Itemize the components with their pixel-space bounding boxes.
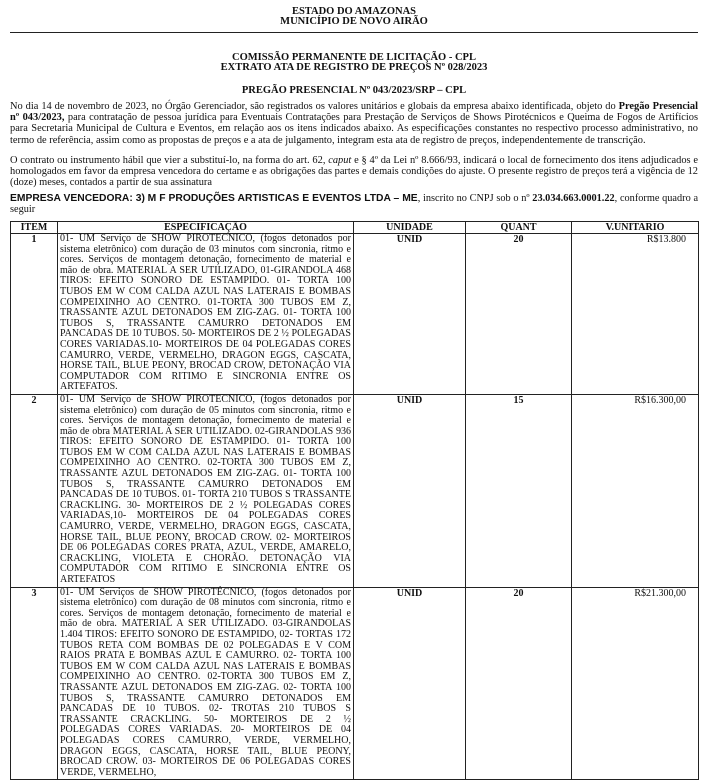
item-unit: UNID: [354, 394, 466, 587]
header-unit: UNIDADE: [354, 222, 466, 234]
vendor-text-b: , conforme quadro a seguir: [10, 193, 699, 216]
header-qty: QUANT: [466, 222, 572, 234]
item-specification: 01- UM Serviço de SHOW PIROTECNICO, (fogos detonados por sistema eletrônico) com duração de 05 minutos com sincronia, ritmo e cores. Serviços de montagem detonação, fornecimento de material e mão de obra MATERIAL A SER UTILIZADO. 02-GIRANDOLAS 936 TIROS: EFEITO SONORO DE ESTAMPIDO. 01- TORTA 100 TUBOS EM W COM CALDA AZUL NAS LATERAIS E BOMBAS COMPEIXINHO AO CENTRO. 02-TORTA 300 TUBOS EM Z, TRASSANTE AZUL DETONADOS EM ZIG-ZAG. 01- TORTA 100 TUBOS S, TRASSANTE CAMURRO DETONADOS EM PANCADAS DE 10 TUBOS. 01- TORTA 210 TUBOS S TRASSANTE CRACKLING. 30- MORTEIROS DE 2 ½ POLEGADAS CORES VARIADAS,10- MORTEIROS DE 04 POLEGADAS CORES CAMURRO, VERDE, VERMELHO, DRAGON EGGS, CASCATA, HORSE TAIL, BLUE PEONY, BROCAD CROW. 02- MORTEIROS DE 06 POLEGADAS CORES PRATA, AZUL, VERDE, AMARELO, CRACKLING, VIOLETA E CHORÃO. DETONAÇÃO VIA COMPUTADOR COM RITIMO E SINCRONIA ENTRE OS ARTEFATOS: [58, 394, 354, 587]
vendor-name: M F PRODUÇÕES ARTISTICAS E EVENTOS LTDA – ME: [147, 193, 418, 204]
item-quantity: 20: [466, 587, 572, 780]
item-number: 1: [11, 234, 58, 395]
header-divider: [10, 32, 698, 33]
table-row: [11, 394, 699, 587]
table-row: [11, 587, 699, 780]
extract-title: EXTRATO ATA DE REGISTRO DE PREÇOS Nº 028/2023: [220, 62, 488, 73]
vendor-label: EMPRESA VENCEDORA: 3): [10, 193, 145, 204]
vendor-paragraph: [10, 193, 698, 215]
municipality-title: MUNICÍPIO DE NOVO AIRÃO: [280, 16, 428, 27]
header-item: ITEM: [11, 222, 58, 234]
state-title: ESTADO DO AMAZONAS: [291, 6, 417, 17]
header-spec: ESPECIFICAÇÃO: [58, 222, 354, 234]
commission-title: COMISSÃO PERMANENTE DE LICITAÇÃO - CPL: [232, 52, 476, 63]
item-quantity: 20: [466, 234, 572, 395]
item-quantity: 15: [466, 394, 572, 587]
intro-text-a: No dia 14 de novembro de 2023, no Órgão Gerenciador, são registrados os valores unitários e globais da empresa abaixo identificada, objeto do: [10, 101, 619, 112]
contract-paragraph: [10, 155, 698, 189]
item-unit-price: R$21.300,00: [572, 587, 699, 780]
item-number: 3: [11, 587, 58, 780]
contract-text-b: e § 4º da Lei nº 8.666/93, indicará o local de fornecimento dos itens adjudicados e homologados em favor da empresa vencedora do certame e as obrigações das partes e demais condições do ajuste. O presente registro de preços terá a vigência de 12 (doze) meses, contados a partir de sua assinatura: [10, 155, 698, 189]
intro-text-b: para contratação de pessoa jurídica para Eventuais Contratações para Prestação de Serviços de Shows Pirotécnicos e Queima de Fogos de Artifícios para Secretaria Municipal de Cultura e Eventos, em relação aos os itens indicados abaixo. As especificações constantes no respectivo processo administrativo, no termo de referência, assim como as propostas de preços e a ata de julgamento, integram esta ata de registro de preços, independentemente de transcrição.: [10, 112, 698, 146]
item-unit-price: R$16.300,00: [572, 394, 699, 587]
intro-auction-ref: Pregão Presencial nº 043/2023,: [10, 101, 698, 124]
contract-caput: caput: [328, 155, 352, 166]
vendor-text-a: , inscrito no CNPJ sob o nº: [417, 193, 533, 204]
vendor-cnpj: 23.034.663.0001.22: [532, 193, 615, 204]
header-price: V.UNITARIO: [572, 222, 699, 234]
price-table: [10, 221, 699, 780]
item-specification: 01- UM Serviço de SHOW PIROTECNICO, (fogos detonados por sistema eletrônico) com duração de 03 minutos com sincronia, ritmo e cores. Serviços de montagem detonação, fornecimento de material e mão de obra. MATERIAL A SER UTILIZADO, 01-GIRANDOLA 468 TIROS: EFEITO SONORO DE ESTAMPIDO. 01- TORTA 100 TUBOS EM W COM CALDA AZUL NAS LATERAIS E BOMBAS COMPEIXINHO AO CENTRO. 01-TORTA 300 TUBOS EM Z, TRASSANTE AZUL DETONADOS EM ZIG-ZAG. 01- TORTA 100 TUBOS S, TRASSANTE CAMURRO DETONADOS EM PANCADAS DE 10 TUBOS. 50- MORTEIROS DE 2 ½ POLEGADAS CORES VARIADAS.10- MORTEIROS DE 04 POLEGADAS CORES CAMURRO, VERDE, VERMELHO, DRAGON EGGS, CASCATA, HORSE TAIL, BLUE PEONY, BROCAD CROW, DETONAÇÃO VIA COMPUTADOR COM RITIMO E SINCRONIA ENTRE OS ARTEFATOS.: [58, 234, 354, 395]
item-number: 2: [11, 394, 58, 587]
auction-title: PREGÃO PRESENCIAL Nº 043/2023/SRP – CPL: [241, 85, 467, 96]
contract-text-a: O contrato ou instrumento hábil que vier a substituí-lo, na forma do art. 62,: [10, 155, 329, 166]
item-unit-price: R$13.800: [572, 234, 699, 395]
item-unit: UNID: [354, 587, 466, 780]
intro-paragraph: [10, 101, 698, 146]
table-header-row: [11, 222, 699, 234]
item-unit: UNID: [354, 234, 466, 395]
table-row: [11, 234, 699, 395]
item-specification: 01- UM Serviços de SHOW PIROTÉCNICO, (fogos detonados por sistema eletrônico) com duração de 08 minutos com sincronia, ritmo e cores. Serviços de montagem detonação, fornecimento de material e mão de obra. MATERIAL A SER UTILIZADO. 03-GIRANDOLAS 1.404 TIROS: EFEITO SONORO DE ESTAMPIDO, 02- TORTAS 172 TUBOS RETA COM BOMBAS DE 02 POLEGADAS E V COM RAIOS PRATA E BOMBAS AZUL E CAMURRO. 02- TORTA 100 TUBOS EM W COM CALDA AZUL NAS LATERAIS E BOMBAS COMPEIXINHO AO CENTRO. 02-TORTA 300 TUBOS EM Z, TRASSANTE AZUL DETONADOS EM ZIG-ZAG. 02- TORTA 100 TUBOS S, TRASSANTE CAMURRO DETONADOS EM PANCADAS DE 10 TUBOS. 02- TROTAS 210 TUBOS S TRASSANTE CRACKLING. 50- MORTEIROS DE 2 ½ POLEGADAS CORES VARIADAS. 20- MORTEIROS DE 04 POLEGADAS CORES CAMURRO, VERDE, VERMELHO, DRAGON EGGS, CASCATA, HORSE TAIL, BLUE PEONY, BROCAD CROW. 03- MORTEIROS DE 06 POLEGADAS CORES VERDE, VERMELHO,: [58, 587, 354, 780]
